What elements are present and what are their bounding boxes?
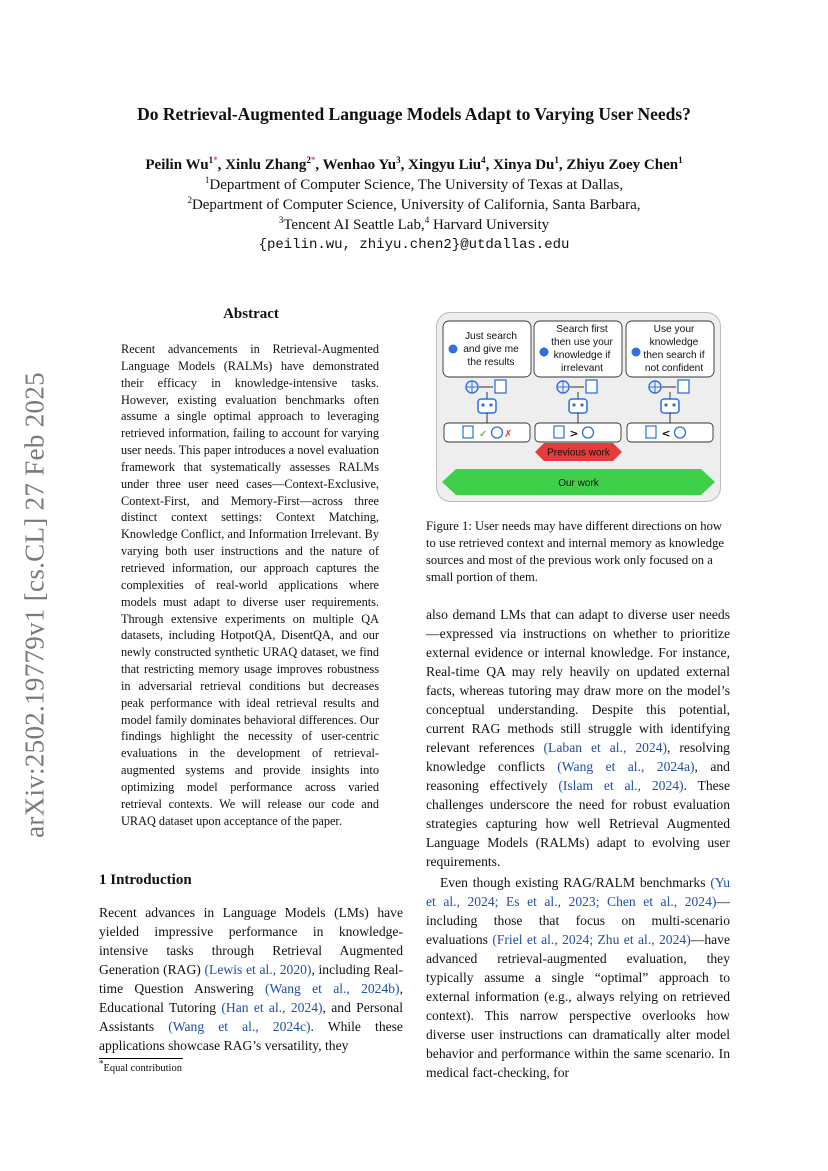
author-name: Xinlu Zhang$^{2*}$ <box>225 155 316 173</box>
user-icon <box>632 348 641 357</box>
body-text: —including those that focus on multi-scenario evaluations <box>426 894 730 947</box>
body-text: . These challenges underscore the need for robust evaluation strategies capturing how well Retrieval Augmented Language Models (RALMs) adapt to evolving user requirements. <box>426 778 731 869</box>
user-need-text: Use your <box>653 324 695 335</box>
citation-link[interactable]: (Yu et al., 2024; Es et al., 2023; Chen et al., 2024) <box>426 875 730 909</box>
footnote-rule <box>99 1058 183 1059</box>
greater-than-icon: > <box>569 427 579 440</box>
affiliation-3: $^3$Tencent AI Seattle Lab,$^4$ Harvard University <box>278 215 550 233</box>
user-need-text: Just search <box>464 331 518 342</box>
body-text: , including Real-time Question Answering <box>99 962 404 996</box>
our-work-arrow <box>442 469 715 495</box>
citation-link[interactable]: (Friel et al., 2024; Zhu et al., 2024) <box>492 932 691 947</box>
user-need-text: and give me <box>463 344 519 355</box>
user-need-text: not confident <box>644 363 704 374</box>
abstract-text: Recent advancements in Retrieval-Augmented Language Models (RALMs) have demonstrated their efficacy in knowledge-intensive tasks. However, existing evaluation benchmarks often assume a single optimal approach to leveraging retrieved information, failing to account for varying user needs. This paper introduces a novel evaluation framework that systematically assesses RALMs under three user need cases—Context-Exclusive, Context-First, and Memory-First—across three distinct context settings: Context Matching, Knowledge Conflict, and Information Irrelevant. By varying both user instructions and the nature of retrieved information, our approach captures the complexities of real-world applications where models must adapt to diverse user requirements. Through extensive experiments on multiple QA datasets, including HotpotQA, DisentQA, and our newly constructed synthetic URAQ dataset, we find that restricting memory usage improves robustness in adversarial retrieval conditions but decreases peak performance with ideal retrieval results and model family dominates behavioral differences. Our findings highlight the necessity of user-centric evaluations in the development of retrieval-augmented systems and provide insights into optimizing model performance across varied retrieval contexts. We will release our code and URAQ dataset upon acceptance of the paper. <box>121 342 379 828</box>
affiliation-1: $^1$Department of Computer Science, The University of Texas at Dallas, <box>204 175 624 193</box>
citation-link[interactable]: (Islam et al., 2024) <box>558 778 684 793</box>
user-icon <box>540 348 549 357</box>
our-work-label: Our work <box>558 478 599 489</box>
arxiv-id-text: arXiv:2502.19779v1 [cs.CL] 27 Feb 2025 <box>19 372 50 838</box>
intro-paragraph-continued <box>426 605 730 871</box>
llm-robot-icon <box>569 399 587 413</box>
figure-1-diagram <box>436 312 721 502</box>
body-text: also demand LMs that can adapt to diverse user needs—expressed via instructions on whether to prioritize external evidence or internal knowledge. For instance, Real-time QA may rely heavily on updated external facts, whereas tutoring may draw more on the model’s conceptual understanding. Despite this potential, current RAG methods still struggle with identifying relevant references <box>426 607 730 755</box>
cross-icon: ✗ <box>504 429 513 440</box>
contact-email: {peilin.wu, zhiyu.chen2}@utdallas.edu <box>258 237 570 253</box>
user-icon <box>449 345 458 354</box>
body-text: , and reasoning effectively <box>426 759 730 793</box>
footnote: *Equal contribution <box>99 1058 182 1074</box>
body-text: , Educational Tutoring <box>99 981 403 1015</box>
citation-link[interactable]: (Wang et al., 2024a) <box>557 759 695 774</box>
document-icon <box>463 426 473 438</box>
user-need-text: the results <box>467 357 515 368</box>
less-than-icon: < <box>661 427 671 440</box>
author-name: Xinya Du$^1$ <box>493 155 559 173</box>
arxiv-identifier <box>14 360 56 850</box>
llm-robot-icon <box>478 399 496 413</box>
check-icon: ✓ <box>479 429 488 440</box>
body-text: —have advanced retrieval-augmented evaluation, they typically assume a single “optimal” approach to external information (e.g., always relying on retrieved context). This narrow perspective overlooks how diverse user instructions can dramatically alter model behavior and performance within the same scenario. In medical fact-checking, for <box>426 932 730 1080</box>
author-name: Peilin $Wu^{1*}$ <box>145 155 218 173</box>
author-name: Zhiyu Zoey Chen$^1$ <box>566 155 683 173</box>
citation-link[interactable]: (Wang et al., 2024c) <box>168 1019 311 1034</box>
user-need-text: knowledge if <box>553 350 611 361</box>
author-list: Peilin $Wu^{1*}$, Xinlu Zhang$^{2*}$, Wenhao Yu$^3$, Xingyu Liu$^4$, Xinya Du$^1$, Zhiyu Zoey Chen$^1$ <box>145 155 683 173</box>
document-icon <box>678 380 689 393</box>
author-name: Wenhao Yu$^3$ <box>322 155 401 173</box>
body-text: Recent advances in Language Models (LMs) have yielded impressive performance in knowledge-intensive tasks through Retrieval Augmented Generation (RAG) <box>99 905 403 977</box>
paper-title: Do Retrieval-Augmented Language Models Adapt to Varying User Needs? <box>137 104 691 124</box>
user-need-text: Search first <box>556 324 608 335</box>
body-text: , resolving knowledge conflicts <box>426 740 730 774</box>
citation-link[interactable]: (Han et al., 2024) <box>221 1000 323 1015</box>
affiliation-2: $^2$Department of Computer Science, University of California, Santa Barbara, <box>187 195 641 213</box>
citation-link[interactable]: (Lewis et al., 2020) <box>204 962 312 977</box>
llm-robot-icon <box>661 399 679 413</box>
body-text: Even though existing RAG/RALM benchmarks <box>440 875 711 890</box>
body-text: , and Personal Assistants <box>99 1000 403 1034</box>
figure-1-caption: Figure 1: User needs may have different directions on how to use retrieved context and internal memory as knowledge sources and most of the previous work only focused on a small portion of them. <box>426 519 724 584</box>
body-text: . While these applications showcase RAG’s versatility, they <box>99 1019 403 1053</box>
section-heading-introduction: 1 Introduction <box>99 872 192 888</box>
document-icon <box>554 426 564 438</box>
user-need-text: then search if <box>643 350 705 361</box>
document-icon <box>586 380 597 393</box>
intro-paragraph-2 <box>426 873 730 1082</box>
document-icon <box>646 426 656 438</box>
previous-work-label: Previous work <box>547 447 610 459</box>
citation-link[interactable]: (Laban et al., 2024) <box>543 740 668 755</box>
user-need-text: then use your <box>551 337 613 348</box>
author-name: Xingyu Liu$^4$ <box>408 155 486 173</box>
user-need-text: knowledge <box>649 337 699 348</box>
previous-work-arrow <box>535 443 622 461</box>
document-icon <box>495 380 506 393</box>
intro-paragraph <box>99 903 403 1055</box>
user-need-text: irrelevant <box>561 363 603 374</box>
abstract-heading: Abstract <box>223 306 279 322</box>
citation-link[interactable]: (Wang et al., 2024b) <box>264 981 400 996</box>
